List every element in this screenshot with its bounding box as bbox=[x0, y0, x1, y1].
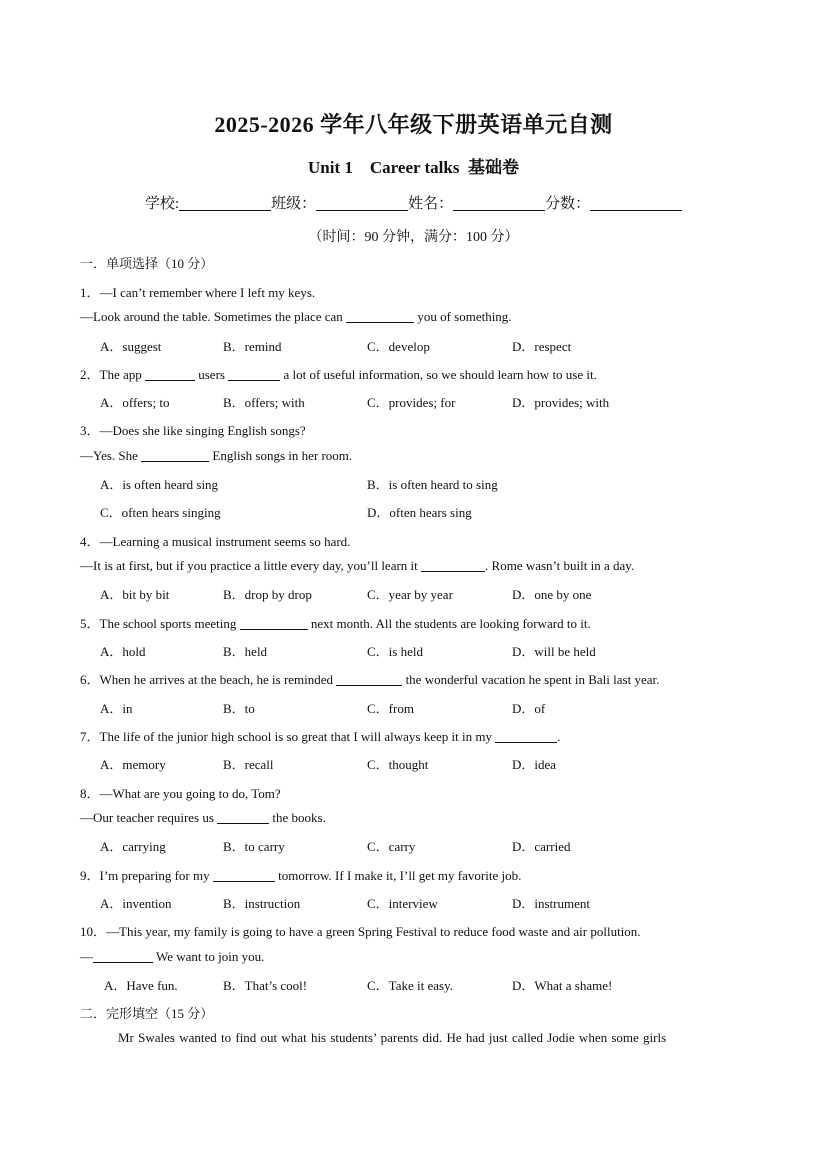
question-text: next month. All the students are looking forward to it. bbox=[307, 616, 591, 631]
answer-blank bbox=[213, 869, 275, 882]
answer-blank bbox=[346, 310, 414, 323]
question-number: 1． bbox=[80, 285, 100, 300]
score-label: 分数： bbox=[545, 196, 591, 212]
question-8-option-B: B．to carry bbox=[223, 839, 285, 854]
question-text: the wonderful vacation he spent in Bali last year. bbox=[402, 672, 660, 687]
answer-blank bbox=[421, 559, 485, 572]
cloze-passage: Mr Swales wanted to find out what his students’ parents did. He had just called Jodie when some girls bbox=[118, 1030, 667, 1045]
question-number: 8． bbox=[80, 786, 100, 801]
question-number: 9． bbox=[80, 868, 100, 883]
question-text: —Our teacher requires us bbox=[80, 810, 218, 825]
question-9-option-B: B．instruction bbox=[223, 896, 301, 911]
question-1-line-1 bbox=[80, 282, 315, 301]
question-text: We want to join you. bbox=[153, 949, 265, 964]
question-4-option-B: B．drop by drop bbox=[223, 587, 312, 602]
question-8-line-2 bbox=[80, 810, 326, 826]
question-10-option-D: D．What a shame! bbox=[512, 978, 613, 993]
question-text: —Learning a musical instrument seems so hard. bbox=[99, 534, 351, 549]
question-text: . bbox=[557, 729, 561, 744]
question-7-option-B: B．recall bbox=[223, 757, 274, 772]
question-text: —Look around the table. Sometimes the place can bbox=[80, 309, 347, 324]
question-number: 2． bbox=[80, 367, 100, 382]
question-text: The life of the junior high school is so great that I will always keep it in my bbox=[99, 729, 496, 744]
question-text: I’m preparing for my bbox=[99, 868, 213, 883]
question-5-option-B: B．held bbox=[223, 644, 268, 659]
answer-blank bbox=[495, 730, 557, 743]
question-3-option-A: A．is often heard sing bbox=[100, 477, 219, 492]
section-title-cloze: 二．完形填空（15 分） bbox=[80, 1006, 214, 1021]
section-title-choice: 一．单项选择（10 分） bbox=[80, 256, 214, 271]
question-7-option-C: C．thought bbox=[367, 757, 429, 772]
answer-blank bbox=[145, 368, 195, 381]
question-5-option-C: C．is held bbox=[367, 644, 423, 659]
question-text: a lot of useful information, so we should learn how to use it. bbox=[280, 367, 597, 382]
question-5-option-D: D．will be held bbox=[512, 644, 596, 659]
question-text: —This year, my family is going to have a green Spring Festival to reduce food waste and air pollution. bbox=[106, 924, 641, 939]
question-text: The school sports meeting bbox=[99, 616, 240, 631]
question-9-option-A: A．invention bbox=[100, 896, 172, 911]
question-number: 3． bbox=[80, 423, 100, 438]
school-label: 学校: bbox=[144, 196, 180, 212]
question-3-option-D: D．often hears sing bbox=[367, 505, 472, 520]
question-6-option-C: C．from bbox=[367, 701, 414, 716]
question-9-option-D: D．instrument bbox=[512, 896, 590, 911]
question-4-line-2 bbox=[80, 558, 634, 574]
question-6-option-B: B．to bbox=[223, 701, 255, 716]
question-text: you of something. bbox=[414, 309, 512, 324]
answer-blank bbox=[240, 617, 308, 630]
page-subtitle: Unit 1 Career talks 基础卷 bbox=[308, 158, 519, 177]
question-7-option-D: D．idea bbox=[512, 757, 557, 772]
question-10-line-1 bbox=[80, 921, 641, 940]
question-5-option-A: A．hold bbox=[100, 644, 146, 659]
question-6-option-D: D．of bbox=[512, 701, 546, 716]
answer-blank bbox=[336, 673, 402, 686]
question-text: — bbox=[80, 949, 93, 964]
question-10-option-A: A．Have fun. bbox=[104, 978, 178, 993]
question-8-option-A: A．carrying bbox=[100, 839, 166, 854]
name-blank bbox=[453, 194, 545, 211]
question-2-line-1 bbox=[80, 364, 597, 383]
question-text: —Yes. She bbox=[80, 448, 142, 463]
question-6-line-1 bbox=[80, 669, 659, 688]
question-text: —What are you going to do, Tom? bbox=[99, 786, 281, 801]
question-4-line-1 bbox=[80, 531, 350, 550]
question-10-option-B: B．That’s cool! bbox=[223, 978, 308, 993]
school-blank bbox=[179, 194, 271, 211]
name-label: 姓名： bbox=[408, 196, 454, 212]
question-number: 7． bbox=[80, 729, 100, 744]
student-info-row bbox=[0, 192, 827, 213]
answer-blank bbox=[93, 950, 153, 963]
question-text: users bbox=[195, 367, 229, 382]
question-text: —It is at first, but if you practice a little every day, you’ll learn it bbox=[80, 558, 422, 573]
score-blank bbox=[590, 194, 682, 211]
question-9-option-C: C．interview bbox=[367, 896, 438, 911]
question-4-option-C: C．year by year bbox=[367, 587, 453, 602]
question-2-option-D: D．provides; with bbox=[512, 395, 610, 410]
question-3-line-2 bbox=[80, 448, 352, 464]
time-note: （时间：90 分钟，满分：100 分） bbox=[308, 230, 519, 245]
question-number: 4． bbox=[80, 534, 100, 549]
question-2-option-B: B．offers; with bbox=[223, 395, 305, 410]
question-number: 6． bbox=[80, 672, 100, 687]
question-10-line-2 bbox=[80, 949, 264, 965]
answer-blank bbox=[141, 449, 209, 462]
question-8-option-C: C．carry bbox=[367, 839, 416, 854]
question-1-option-D: D．respect bbox=[512, 339, 572, 354]
question-7-option-A: A．memory bbox=[100, 757, 166, 772]
question-10-option-C: C．Take it easy. bbox=[367, 978, 453, 993]
question-number: 5． bbox=[80, 616, 100, 631]
question-2-option-C: C．provides; for bbox=[367, 395, 456, 410]
question-8-line-1 bbox=[80, 783, 281, 802]
question-text: The app bbox=[99, 367, 145, 382]
question-number: 10． bbox=[80, 924, 107, 939]
question-6-option-A: A．in bbox=[100, 701, 133, 716]
question-1-line-2 bbox=[80, 309, 512, 325]
question-4-option-D: D．one by one bbox=[512, 587, 592, 602]
question-text: . Rome wasn’t built in a day. bbox=[485, 558, 635, 573]
question-1-option-A: A．suggest bbox=[100, 339, 162, 354]
question-text: tomorrow. If I make it, I’ll get my favorite job. bbox=[274, 868, 522, 883]
question-text: the books. bbox=[269, 810, 326, 825]
question-3-line-1 bbox=[80, 420, 306, 439]
question-text: When he arrives at the beach, he is reminded bbox=[99, 672, 337, 687]
question-7-line-1 bbox=[80, 726, 560, 745]
question-text: English songs in her room. bbox=[209, 448, 353, 463]
question-1-option-C: C．develop bbox=[367, 339, 430, 354]
answer-blank bbox=[228, 368, 280, 381]
question-text: —Does she like singing English songs? bbox=[99, 423, 306, 438]
answer-blank bbox=[217, 811, 269, 824]
class-label: 班级： bbox=[271, 196, 317, 212]
question-1-option-B: B．remind bbox=[223, 339, 282, 354]
question-text: —I can’t remember where I left my keys. bbox=[99, 285, 316, 300]
class-blank bbox=[316, 194, 408, 211]
question-3-option-B: B．is often heard to sing bbox=[367, 477, 498, 492]
question-5-line-1 bbox=[80, 613, 591, 632]
question-8-option-D: D．carried bbox=[512, 839, 571, 854]
page-title: 2025-2026 学年八年级下册英语单元自测 bbox=[214, 112, 613, 137]
question-4-option-A: A．bit by bit bbox=[100, 587, 170, 602]
question-2-option-A: A．offers; to bbox=[100, 395, 170, 410]
question-3-option-C: C．often hears singing bbox=[100, 505, 221, 520]
question-9-line-1 bbox=[80, 865, 521, 884]
